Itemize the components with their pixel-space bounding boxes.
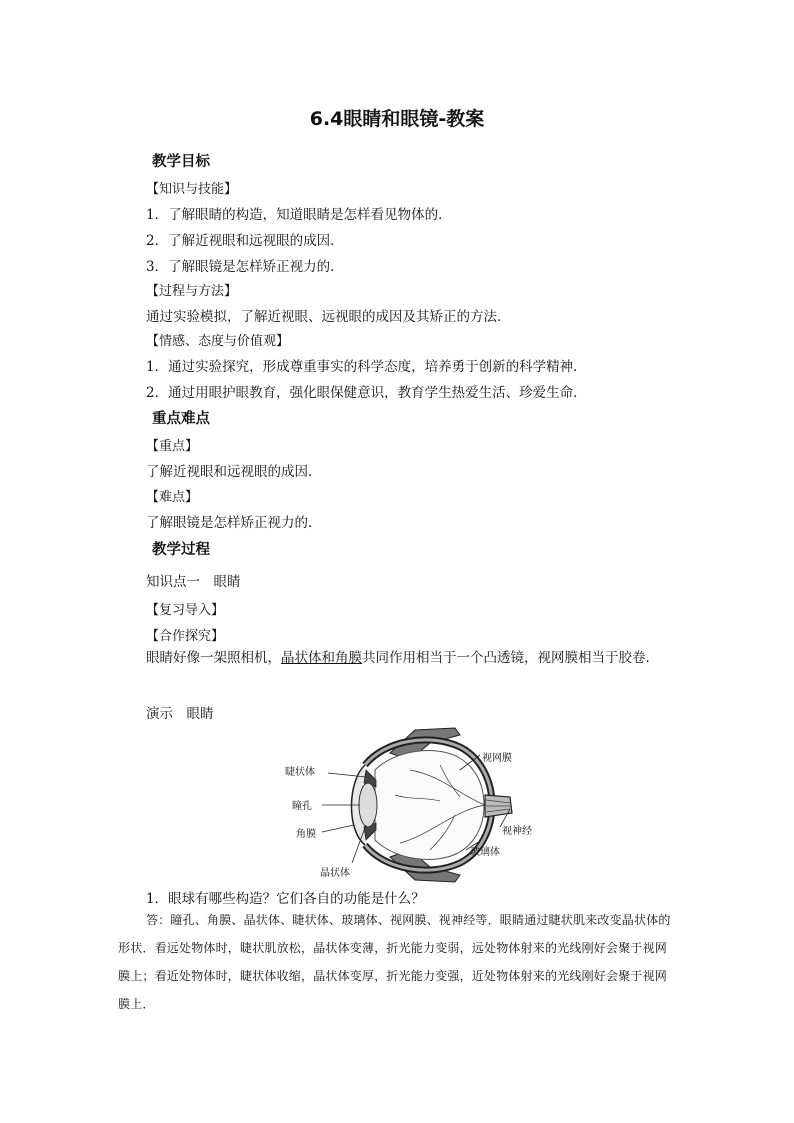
- question-1: 1．眼球有哪些构造？它们各自的功能是什么？: [146, 891, 425, 907]
- section-difficulties: 重点难点: [152, 411, 210, 427]
- explore-header: 【合作探究】: [146, 629, 225, 644]
- para-end: 共同作用相当于一个凸透镜，视网膜相当于胶卷．: [362, 650, 659, 666]
- demo-label: 演示 眼睛: [146, 706, 214, 722]
- emotion-item-2: 2．通过用眼护眼教育，强化眼保健意识，教育学生热爱生活、珍爱生命．: [146, 385, 587, 401]
- section-goals: 教学目标: [152, 154, 210, 170]
- knowledge-header: 【知识与技能】: [146, 182, 238, 197]
- emotion-header: 【情感、态度与价值观】: [146, 334, 290, 349]
- label-lens: 晶状体: [320, 868, 350, 879]
- answer-1: 答：瞳孔、角膜、晶状体、睫状体、玻璃体、视网膜、视神经等．眼睛通过睫状肌来改变晶状体的形状．看远处物体时，睫状肌放松，晶状体变薄，折光能力变弱，远处物体射来的光线刚好会聚于视网膜上；看近处物体时，睫状体收缩，晶状体变厚，折光能力变强，近处物体射来的光线刚好会聚于视网膜上．: [118, 913, 671, 1011]
- para-start: 眼睛好像一架照相机，: [146, 650, 281, 666]
- emotion-item-1: 1．通过实验探究，形成尊重事实的科学态度，培养勇于创新的科学精神．: [146, 359, 587, 375]
- hard-header: 【难点】: [146, 490, 199, 505]
- knowledge-item-3: 3．了解眼镜是怎样矫正视力的．: [146, 259, 344, 275]
- knowledge-point: 知识点一 眼睛: [146, 574, 241, 590]
- para-underlined: 晶状体和角膜: [281, 650, 362, 666]
- key-header: 【重点】: [146, 439, 199, 454]
- section-process: 教学过程: [152, 542, 210, 558]
- review-header: 【复习导入】: [146, 603, 225, 618]
- label-cornea: 角膜: [296, 829, 316, 840]
- label-ciliary: 睫状体: [285, 767, 315, 778]
- hard-text: 了解眼镜是怎样矫正视力的．: [146, 515, 322, 531]
- label-optic-nerve: 视神经: [502, 826, 532, 837]
- page-title: 6.4眼睛和眼镜-教案: [309, 108, 485, 130]
- knowledge-item-2: 2．了解近视眼和远视眼的成因．: [146, 233, 344, 249]
- lens-shape: [359, 783, 377, 827]
- knowledge-item-1: 1．了解眼睛的构造，知道眼睛是怎样看见物体的．: [146, 207, 452, 223]
- explore-paragraph: [118, 644, 678, 672]
- process-method-text: 通过实验模拟，了解近视眼、远视眼的成因及其矫正的方法．: [146, 309, 511, 325]
- process-method-header: 【过程与方法】: [146, 284, 238, 299]
- label-retina: 视网膜: [482, 753, 512, 764]
- vitreous-body: [375, 751, 484, 860]
- key-text: 了解近视眼和远视眼的成因．: [146, 464, 322, 480]
- label-pupil: 瞳孔: [292, 801, 312, 812]
- label-vitreous: 玻璃体: [470, 847, 500, 858]
